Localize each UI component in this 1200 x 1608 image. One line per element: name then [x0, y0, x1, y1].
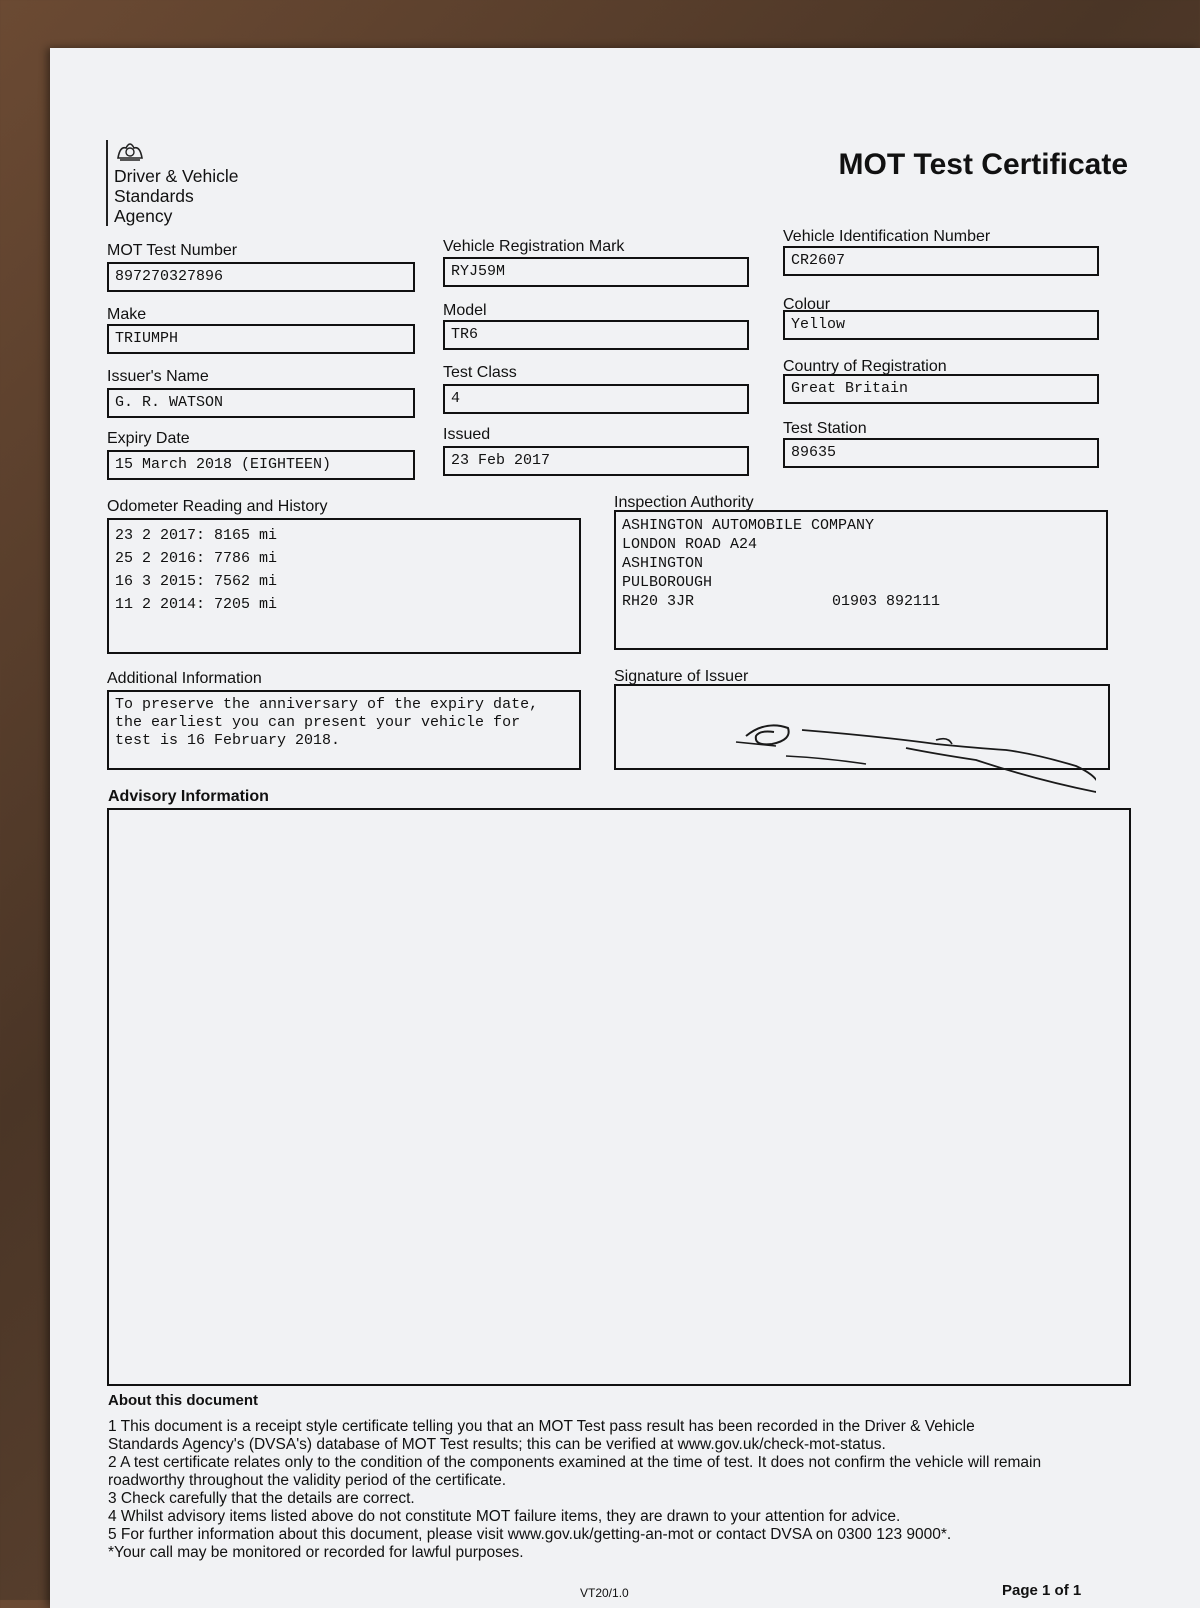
signature-label: Signature of Issuer	[614, 668, 749, 685]
inspection-line: ASHINGTON	[622, 555, 704, 572]
about-line: 2 A test certificate relates only to the condition of the components examined at the time of test. It does not confirm the vehicle will remain	[108, 1454, 1042, 1471]
test-class-field: 4	[443, 384, 749, 414]
agency-line-3: Agency	[114, 206, 173, 226]
about-text	[108, 1418, 1118, 1562]
make-field: TRIUMPH	[107, 324, 415, 354]
agency-line-1: Driver & Vehicle	[114, 166, 239, 186]
inspection-line: LONDON ROAD A24	[622, 536, 758, 553]
inspection-phone: 01903 892111	[832, 593, 941, 610]
inspection-line: PULBOROUGH	[622, 574, 713, 591]
issuer-name-label: Issuer's Name	[107, 368, 209, 385]
inspection-line: ASHINGTON AUTOMOBILE COMPANY	[622, 517, 875, 534]
page-number: Page 1 of 1	[1002, 1582, 1082, 1599]
vin-field: CR2607	[783, 246, 1099, 276]
odometer-entry: 16 3 2015: 7562 mi	[115, 573, 278, 590]
model-label: Model	[443, 302, 487, 319]
form-code: VT20/1.0	[580, 1586, 629, 1600]
logo-divider	[106, 140, 108, 226]
issuer-signature	[676, 700, 1096, 810]
vin-label: Vehicle Identification Number	[783, 228, 991, 245]
additional-info-label: Additional Information	[107, 670, 262, 687]
expiry-field: 15 March 2018 (EIGHTEEN)	[107, 450, 415, 480]
odometer-entry: 11 2 2014: 7205 mi	[115, 596, 278, 613]
advisory-box	[107, 808, 1131, 1386]
expiry-label: Expiry Date	[107, 430, 190, 447]
additional-line: the earliest you can present your vehicle for	[115, 714, 521, 731]
issued-field: 23 Feb 2017	[443, 446, 749, 476]
registration-label: Vehicle Registration Mark	[443, 238, 625, 255]
registration-field: RYJ59M	[443, 257, 749, 287]
agency-logo-text	[114, 166, 239, 226]
about-line: 4 Whilst advisory items listed above do not constitute MOT failure items, they are drawn to your attention for advice.	[108, 1508, 901, 1525]
odometer-box	[107, 518, 581, 654]
document-title: MOT Test Certificate	[838, 148, 1128, 181]
test-number-field: 897270327896	[107, 262, 415, 292]
agency-line-2: Standards	[114, 186, 194, 206]
issued-label: Issued	[443, 426, 491, 443]
about-line: *Your call may be monitored or recorded for lawful purposes.	[108, 1544, 524, 1561]
additional-line: test is 16 February 2018.	[115, 732, 341, 749]
odometer-label: Odometer Reading and History	[107, 498, 328, 515]
colour-label: Colour	[783, 296, 831, 313]
inspection-line: RH20 3JR	[622, 593, 695, 610]
about-line: Standards Agency's (DVSA's) database of MOT Test results; this can be verified at www.gov.uk/check-mot-status.	[108, 1436, 886, 1453]
about-line: roadworthy throughout the validity period of the certificate.	[108, 1472, 507, 1489]
royal-crest-icon	[114, 138, 146, 164]
country-field: Great Britain	[783, 374, 1099, 404]
advisory-label: Advisory Information	[108, 788, 269, 805]
odometer-entry: 25 2 2016: 7786 mi	[115, 550, 278, 567]
test-class-label: Test Class	[443, 364, 517, 381]
odometer-entry: 23 2 2017: 8165 mi	[115, 527, 278, 544]
inspection-authority-box	[614, 510, 1108, 650]
make-label: Make	[107, 306, 147, 323]
inspection-authority-label: Inspection Authority	[614, 494, 754, 511]
certificate-page	[50, 48, 1200, 1608]
model-field: TR6	[443, 320, 749, 350]
issuer-name-field: G. R. WATSON	[107, 388, 415, 418]
about-line: 3 Check carefully that the details are correct.	[108, 1490, 415, 1507]
country-label: Country of Registration	[783, 358, 947, 375]
additional-info-box	[107, 690, 581, 770]
test-station-label: Test Station	[783, 420, 867, 437]
about-title: About this document	[108, 1392, 258, 1409]
colour-field: Yellow	[783, 310, 1099, 340]
about-line: 1 This document is a receipt style certificate telling you that an MOT Test pass result has been recorded in the Driver & Vehicle	[108, 1418, 975, 1435]
test-station-field: 89635	[783, 438, 1099, 468]
test-number-label: MOT Test Number	[107, 242, 238, 259]
about-line: 5 For further information about this document, please visit www.gov.uk/getting-an-mot or contact DVSA on 0300 123 9000*.	[108, 1526, 952, 1543]
additional-line: To preserve the anniversary of the expiry date,	[115, 696, 539, 713]
